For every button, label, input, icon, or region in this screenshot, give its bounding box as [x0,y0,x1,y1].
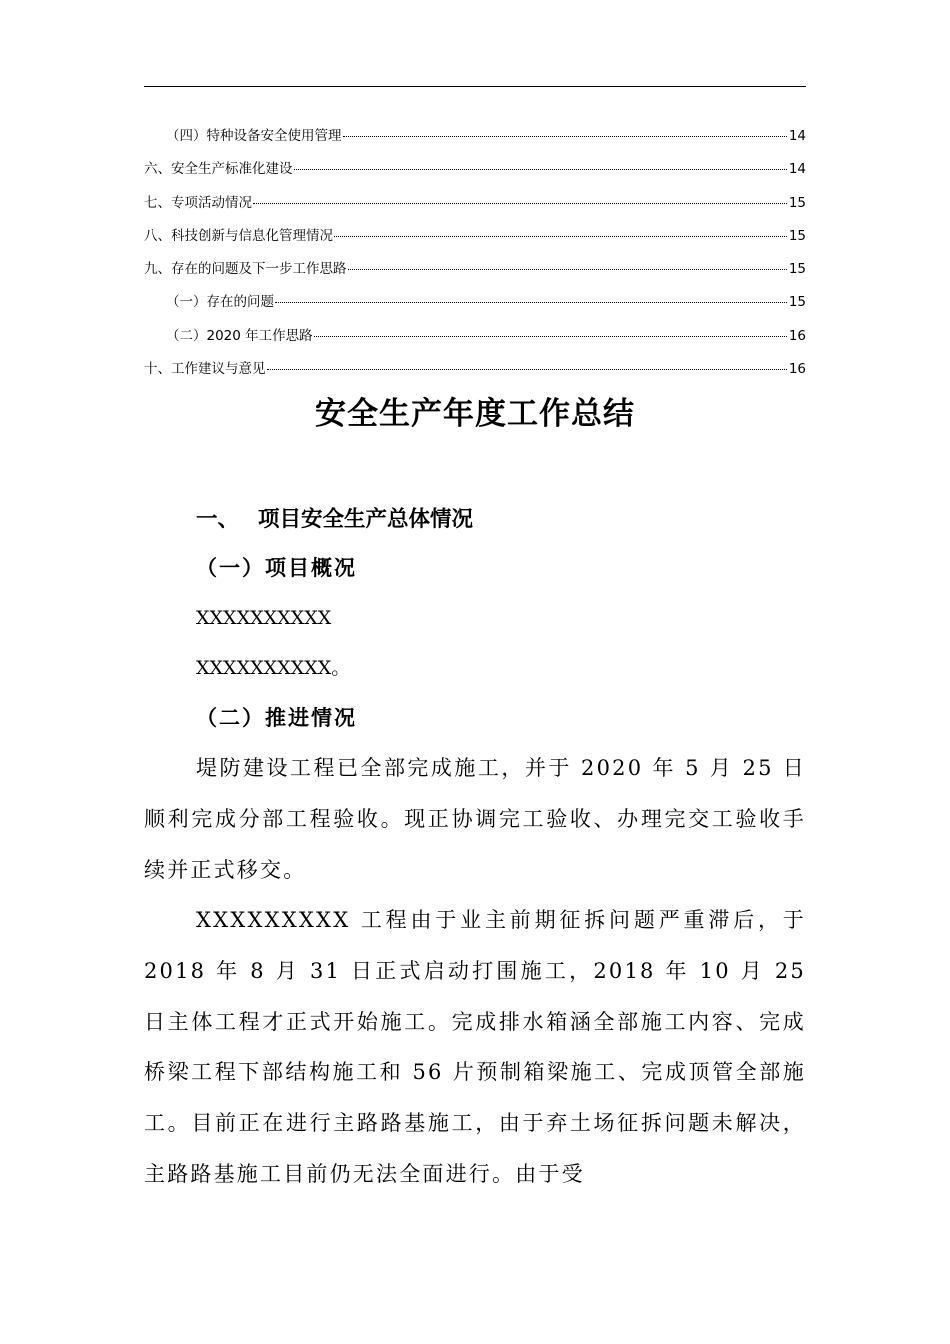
toc-dot-leader [275,302,787,303]
progress-paragraph-2: XXXXXXXXX 工程由于业主前期征拆问题严重滞后，于 2018 年 8 月 31 日正式启动打围施工，2018 年 10 月 25 日主体工程才正式开始施工。完成排水箱涵全部施工内容、完成桥梁工程下部结构施工和 56 片预制箱梁施工、完成顶管全部施工。目前正在进行主路路基施工，由于弃土场征拆问题未解决，主路路基施工目前仍无法全面进行。由于受 [144,908,806,1186]
overview-line-1: XXXXXXXXXX [196,607,332,629]
toc-entry[interactable] [144,153,806,186]
toc-entry-label: 九、存在的问题及下一步工作思路 [144,261,347,278]
toc-entry-page: 15 [788,261,806,278]
overview-line-2: XXXXXXXXXX。 [196,657,351,679]
section-number: 一、 [196,507,240,532]
toc-entry[interactable] [144,353,806,386]
subsection-heading-overview: （一）项目概况 [196,555,357,580]
toc-entry-label: （一）存在的问题 [166,294,274,311]
toc-entry-label: 六、安全生产标准化建设 [144,161,293,178]
toc-dot-leader [314,336,787,337]
toc-entry-label: 十、工作建议与意见 [144,361,266,378]
toc-entry[interactable] [144,320,806,353]
toc-entry[interactable] [144,253,806,286]
toc-entry-label: （二）2020 年工作思路 [166,327,313,344]
toc-dot-leader [334,236,787,237]
toc-entry[interactable] [144,120,806,153]
toc-dot-leader [267,369,787,370]
toc-entry[interactable] [144,220,806,253]
toc-entry-page: 14 [788,161,806,178]
toc-entry-label: 七、专项活动情况 [144,194,252,211]
toc-entry-label: 八、科技创新与信息化管理情况 [144,227,333,244]
toc-dot-leader [348,269,787,270]
toc-dot-leader [343,136,787,137]
toc-entry-page: 16 [788,361,806,378]
section-title: 项目安全生产总体情况 [258,507,474,532]
toc-entry-page: 15 [788,227,806,244]
progress-paragraph-1: 堤防建设工程已全部完成施工，并于 2020 年 5 月 25 日顺利完成分部工程验收。现正协调完工验收、办理完交工验收手续并正式移交。 [144,756,806,882]
toc-entry[interactable] [144,187,806,220]
table-of-contents [144,120,806,386]
subsection-heading-progress: （二）推进情况 [196,705,357,730]
toc-dot-leader [294,169,787,170]
toc-entry[interactable] [144,286,806,319]
toc-entry-page: 16 [788,327,806,344]
toc-dot-leader [253,203,787,204]
section-heading [196,500,473,540]
toc-entry-label: （四）特种设备安全使用管理 [166,128,342,144]
header-rule [144,86,806,87]
toc-entry-page: 14 [788,128,806,144]
document-title: 安全生产年度工作总结 [315,396,635,432]
toc-entry-page: 15 [788,194,806,211]
toc-entry-page: 15 [788,294,806,311]
